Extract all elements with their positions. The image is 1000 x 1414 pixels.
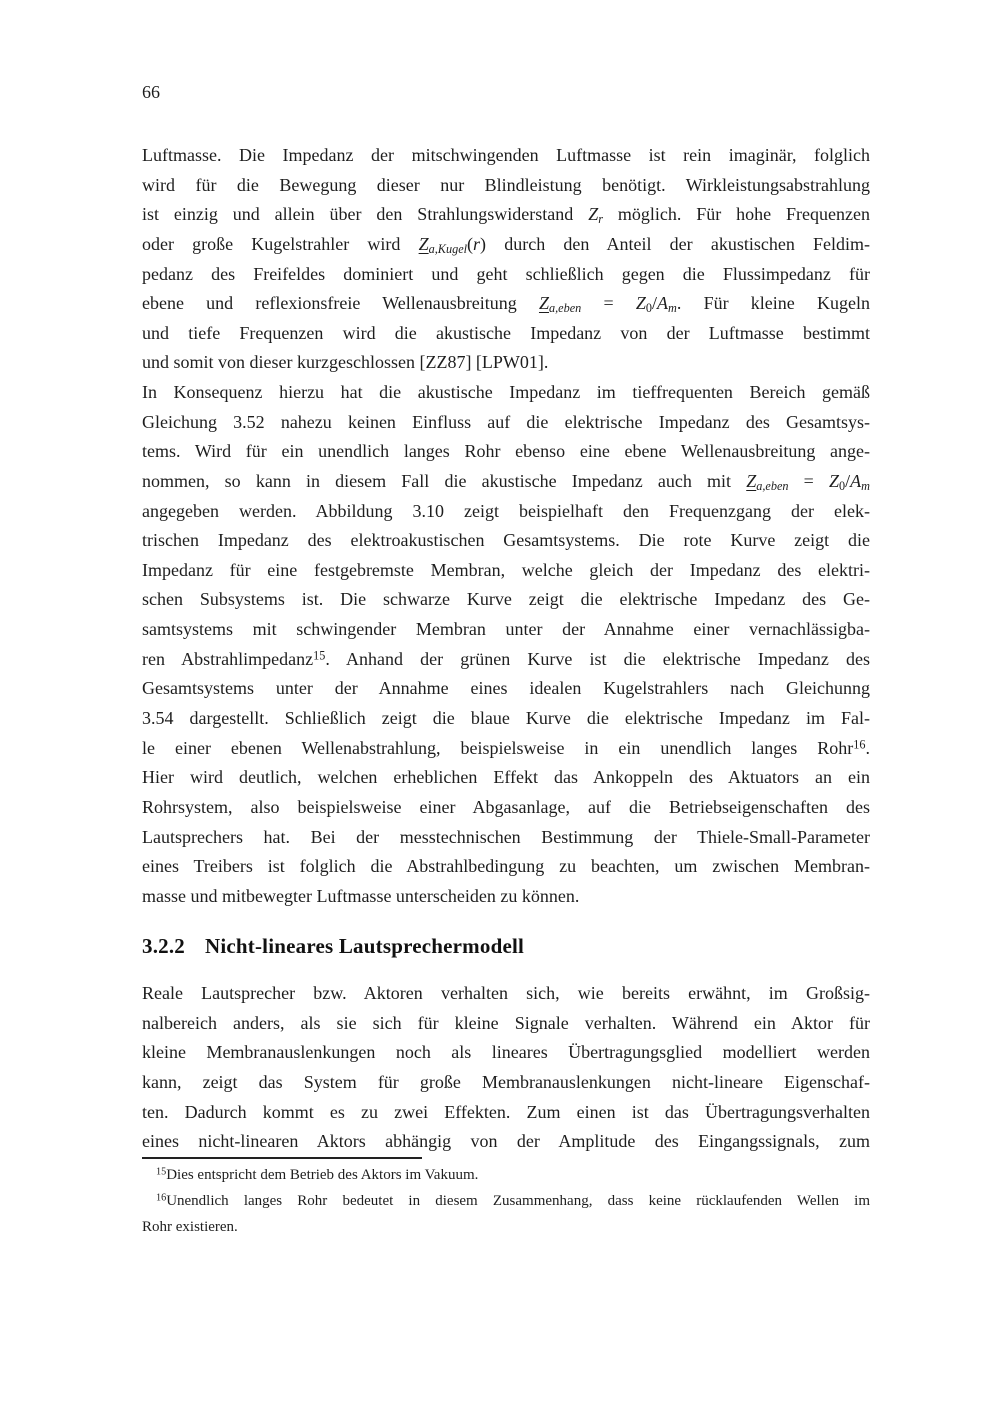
section-heading xyxy=(142,934,524,959)
section-number: 3.2.2 xyxy=(142,934,185,958)
text-line: Luftmasse. Die Impedanz der mitschwingenden Luftmasse ist rein imaginär, folglich xyxy=(142,145,870,165)
footnote-16 xyxy=(142,1188,870,1240)
paragraph-luftmasse xyxy=(142,141,870,378)
text-line: kann, zeigt das System für große Membranauslenkungen nicht-lineare Eigenschaf- xyxy=(142,1071,870,1092)
text-line: kleine Membranauslenkungen noch als lineares Übertragungsglied modelliert werden xyxy=(142,1042,870,1063)
text-line: masse und mitbewegter Luftmasse unterscheiden zu können. xyxy=(142,885,580,906)
text-line: eines Treibers ist folglich die Abstrahlbedingung zu beachten, um zwischen Membran- xyxy=(142,856,870,877)
text-line: ist einzig und allein über den Strahlungswiderstand $Z_r$ möglich. Für hohe Frequenzen xyxy=(142,204,870,227)
footnote-rule xyxy=(142,1157,422,1159)
text-line: ren Abstrahlimpedanz$^{15}$. Anhand der grünen Kurve ist die elektrische Impedanz des xyxy=(142,648,871,669)
text-line: trischen Impedanz des elektroakustischen Gesamtsystems. Die rote Kurve zeigt die xyxy=(142,530,870,551)
text-line: Gleichung 3.52 nahezu keinen Einfluss auf die elektrische Impedanz des Gesamtsys- xyxy=(142,411,870,432)
footnotes-area xyxy=(142,1162,870,1240)
text-line: ebene und reflexionsfreie Wellenausbreitung $Z_{a,eben} = Z_0/A_m$. Für kleine Kugeln xyxy=(142,293,870,316)
text-line: samtsystems mit schwingender Membran unter der Annahme einer vernachlässigba- xyxy=(142,619,870,640)
text-line: 3.54 dargestellt. Schließlich zeigt die blaue Kurve die elektrische Impedanz im Fal- xyxy=(142,708,870,729)
text-line: $^{15}$Dies entspricht dem Betrieb des Aktors im Vakuum. xyxy=(156,1166,479,1183)
text-line: nommen, so kann in diesem Fall die akustische Impedanz auch mit $Z_{a,eben} = Z_0/A_m$ xyxy=(142,470,870,493)
text-line: Lautsprechers hat. Bei der messtechnischen Bestimmung der Thiele-Small-Parameter xyxy=(142,826,870,847)
text-line: und tiefe Frequenzen wird die akustische Impedanz von der Luftmasse bestimmt xyxy=(142,322,870,343)
text-line: Gesamtsystems unter der Annahme eines idealen Kugelstrahlers nach Gleichunng xyxy=(142,678,870,699)
section-title: Nicht-lineares Lautsprechermodell xyxy=(205,934,525,958)
text-line: wird für die Bewegung dieser nur Blindleistung benötigt. Wirkleistungsabstrahlung xyxy=(142,174,870,195)
paragraph-reale-lautsprecher xyxy=(142,979,870,1157)
page-number: 66 xyxy=(142,82,160,102)
text-line: tems. Wird für ein unendlich langes Rohr ebenso eine ebene Wellenausbreitung ange- xyxy=(142,441,870,462)
text-line: ten. Dadurch kommt es zu zwei Effekten. Zum einen ist das Übertragungsverhalten xyxy=(142,1101,870,1122)
text-line: pedanz des Freifeldes dominiert und geht schließlich gegen die Flussimpedanz für xyxy=(142,263,870,284)
text-line: und somit von dieser kurzgeschlossen [ZZ87] [LPW01]. xyxy=(142,352,549,373)
text-line: oder große Kugelstrahler wird $Z_{a,Kugel}(r)$ durch den Anteil der akustischen Feldim- xyxy=(142,233,870,256)
footnote-15 xyxy=(142,1162,870,1188)
text-line: angegeben werden. Abbildung 3.10 zeigt beispielhaft den Frequenzgang der elek- xyxy=(142,500,870,521)
text-line: schen Subsystems ist. Die schwarze Kurve zeigt die elektrische Impedanz des Ge- xyxy=(142,589,870,610)
text-line: eines nicht-linearen Aktors abhängig von der Amplitude des Eingangssignals, zum xyxy=(142,1131,870,1152)
text-line: Impedanz für eine festgebremste Membran, welche gleich der Impedanz des elektri- xyxy=(142,559,870,580)
text-line: Rohr existieren. xyxy=(142,1219,238,1235)
text-line: nalbereich anders, als sie sich für kleine Signale verhalten. Während ein Aktor für xyxy=(142,1012,870,1033)
text-line: Rohrsystem, also beispielsweise einer Abgasanlage, auf die Betriebseigenschaften des xyxy=(142,796,870,817)
text-line: Hier wird deutlich, welchen erheblichen Effekt das Ankoppeln des Aktuators an ein xyxy=(142,767,870,788)
text-line: le einer ebenen Wellenabstrahlung, beispielsweise in ein unendlich langes Rohr$^{16}$. xyxy=(142,737,870,758)
text-line: $^{16}$Unendlich langes Rohr bedeutet in diesem Zusammenhang, dass keine rücklaufenden Wellen im xyxy=(156,1192,870,1209)
paragraph-konsequenz xyxy=(142,378,870,912)
text-line: In Konsequenz hierzu hat die akustische Impedanz im tieffrequenten Bereich gemäß xyxy=(142,382,870,402)
text-line: Reale Lautsprecher bzw. Aktoren verhalten sich, wie bereits erwähnt, im Großsig- xyxy=(142,983,870,1003)
